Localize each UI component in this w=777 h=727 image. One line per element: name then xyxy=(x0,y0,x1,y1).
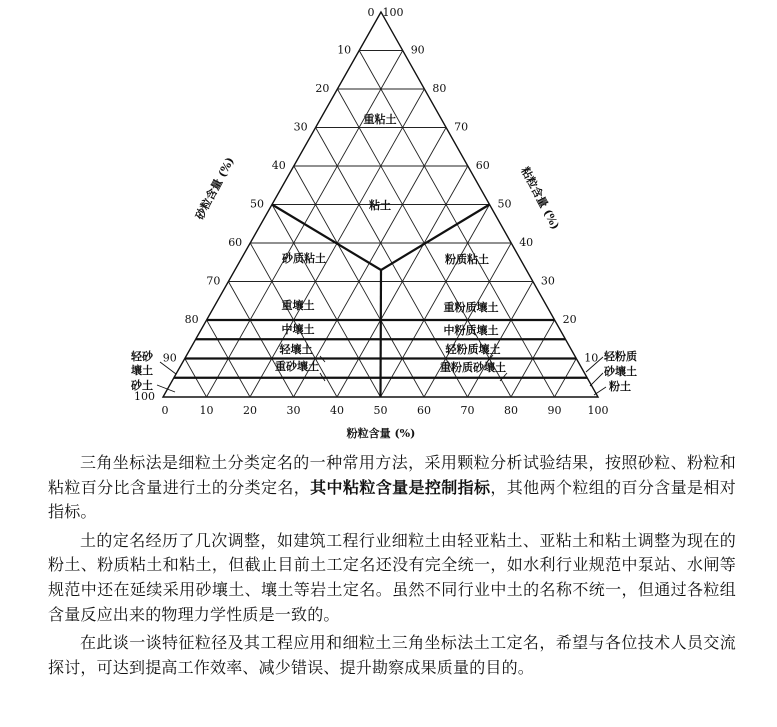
paragraph-2: 土的定名经历了几次调整，如建筑工程行业细粒土由轻亚粘土、亚粘土和粘土调整为现在的粉土、粉质粘土和粘土，但截止目前土工定名还没有完全统一，如水利行业规范中泵站、水闸等规范中还在延续采用砂壤土、壤土等岩土定名。虽然不同行业中土的名称不统一，但通过各粒组含量反应出来的物理力学性质是一致的。 xyxy=(48,530,736,624)
zone-silty-clay: 粉质粘土 xyxy=(445,253,489,266)
right-tick-label: 70 xyxy=(454,120,469,134)
left-tick-label: 20 xyxy=(315,82,330,95)
right-tick-label: 20 xyxy=(562,313,577,326)
bottom-tick-label: 90 xyxy=(547,404,562,417)
edge-label-silt: 粉土 xyxy=(609,380,631,393)
bottom-left-zero-label: 0 xyxy=(161,404,169,417)
bottom-tick-label: 10 xyxy=(199,404,214,417)
bottom-tick-label: 30 xyxy=(286,404,301,417)
zone-light-silty-loam: 轻粉质壤土 xyxy=(445,343,501,356)
left-tick-label: 50 xyxy=(250,197,264,211)
left-tick-label: 10 xyxy=(337,43,352,57)
bottom-axis-title: 粉粒含量 (%) xyxy=(346,427,416,440)
emphasis-text: 其中粘粒含量是控制指标 xyxy=(310,477,491,497)
left-tick-label: 80 xyxy=(184,313,199,326)
bottom-tick-label: 20 xyxy=(243,404,257,417)
bottom-tick-label: 40 xyxy=(330,404,344,417)
left-tick-label: 90 xyxy=(162,351,177,365)
left-tick-label: 100 xyxy=(134,390,155,403)
apex-label-right: 100 xyxy=(382,6,404,19)
apex-label-left: 0 xyxy=(367,6,375,19)
right-tick-label: 90 xyxy=(410,43,425,57)
left-tick-label: 40 xyxy=(271,159,286,172)
paragraph-1: 三角坐标法是细粒土分类定名的一种常用方法，采用颗粒分析试验结果，按照砂粒、粉粒和粘粒百分比含量进行土的分类定名，其中粘粒含量是控制指标，其他两个粒组的百分含量是相对指标。 xyxy=(48,453,736,522)
edge-label-light-silty: 轻粉质 xyxy=(604,350,637,363)
right-tick-label: 80 xyxy=(432,82,447,95)
left-tick-label: 70 xyxy=(206,274,221,288)
zone-heavy-sandy-loam: 重砂壤土 xyxy=(275,360,319,373)
right-axis-title: 粘粒含量 (%) xyxy=(518,164,562,232)
bottom-tick-label: 70 xyxy=(460,404,475,417)
zone-sandy-clay: 砂质粘土 xyxy=(282,252,326,265)
zone-heavy-clay: 重粘土 xyxy=(363,113,397,126)
left-tick-label: 30 xyxy=(293,120,308,134)
zone-light-loam: 轻壤土 xyxy=(279,343,313,356)
zone-medium-silty-loam: 中粉质壤土 xyxy=(443,324,499,337)
bottom-tick-label: 50 xyxy=(373,404,388,417)
bottom-tick-label: 80 xyxy=(504,404,518,417)
right-tick-label: 30 xyxy=(540,274,555,288)
edge-label-light-sandy-loam-2: 壤土 xyxy=(131,364,153,377)
zone-medium-loam: 中壤土 xyxy=(281,323,315,336)
paragraph-3: 在此谈一谈特征粒径及其工程应用和细粒土三角坐标法土工定名，希望与各位技术人员交流探讨，可达到提高工作效率、减少错误、提升勘察成果质量的目的。 xyxy=(48,633,736,677)
zone-clay: 粘土 xyxy=(369,199,391,212)
right-tick-label: 10 xyxy=(584,351,599,365)
article-body xyxy=(48,451,736,684)
zone-heavy-loam: 重壤土 xyxy=(281,299,315,312)
left-tick-label: 60 xyxy=(228,236,243,249)
right-tick-label: 40 xyxy=(519,236,534,249)
left-axis-title: 砂粒含量 (%) xyxy=(193,154,237,222)
bottom-tick-label: 60 xyxy=(417,404,431,417)
edge-label-sand: 砂土 xyxy=(131,379,153,392)
right-tick-label: 50 xyxy=(497,197,512,211)
zone-heavy-silty-loam: 重粉质壤土 xyxy=(443,301,499,314)
bottom-tick-label: 100 xyxy=(587,404,609,417)
zone-heavy-silty-sandy-loam: 重粉质砂壤土 xyxy=(440,361,506,374)
right-tick-label: 60 xyxy=(475,159,490,172)
edge-label-sandy-loam: 砂壤土 xyxy=(604,365,637,378)
edge-label-light-sandy-loam-1: 轻砂 xyxy=(131,350,153,363)
